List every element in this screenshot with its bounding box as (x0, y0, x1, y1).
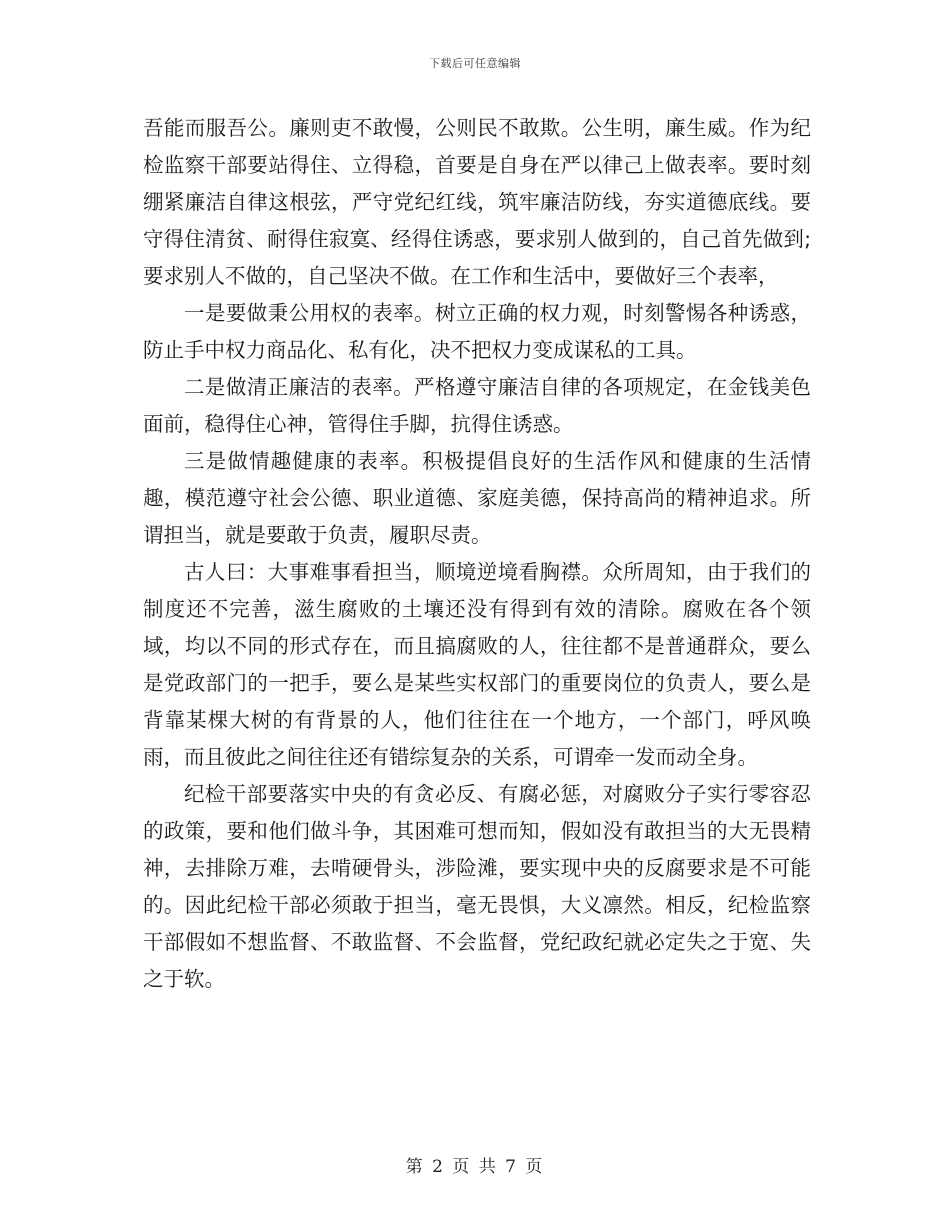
paragraph-4: 三是做情趣健康的表率。积极提倡良好的生活作风和健康的生活情趣，模范遵守社会公德、职业道德、家庭美德，保持高尚的精神追求。所谓担当，就是要敢于负责，履职尽责。 (143, 449, 811, 547)
paragraph-3: 二是做清正廉洁的表率。严格遵守廉洁自律的各项规定，在金钱美色面前，稳得住心神，管得住手脚，抗得住诱惑。 (143, 375, 811, 436)
paragraph-5: 古人曰：大事难事看担当，顺境逆境看胸襟。众所周知，由于我们的制度还不完善，滋生腐败的土壤还没有得到有效的清除。腐败在各个领域，均以不同的形式存在，而且搞腐败的人，往往都不是普通群众，要么是党政部门的一把手，要么是某些实权部门的重要岗位的负责人，要么是背靠某棵大树的有背景的人，他们往往在一个地方，一个部门，呼风唤雨，而且彼此之间往往还有错综复杂的关系，可谓牵一发而动全身。 (143, 560, 811, 769)
document-body (143, 110, 811, 998)
paragraph-6: 纪检干部要落实中央的有贪必反、有腐必惩，对腐败分子实行零容忍的政策，要和他们做斗争，其困难可想而知，假如没有敢担当的大无畏精神，去排除万难，去啃硬骨头，涉险滩，要实现中央的反腐要求是不可能的。因此纪检干部必须敢于担当，毫无畏惧，大义凛然。相反，纪检监察干部假如不想监督、不敢监督、不会监督，党纪政纪就必定失之于宽、失之于软。 (143, 782, 811, 991)
paragraph-1: 吾能而服吾公。廉则吏不敢慢，公则民不敢欺。公生明，廉生威。作为纪检监察干部要站得住、立得稳，首要是自身在严以律己上做表率。要时刻绷紧廉洁自律这根弦，严守党纪红线，筑牢廉洁防线，夯实道德底线。要守得住清贫、耐得住寂寞、经得住诱惑，要求别人做到的，自己首先做到;要求别人不做的，自己坚决不做。在工作和生活中，要做好三个表率， (143, 116, 811, 288)
page-number: 第 2 页 共 7 页 (405, 1157, 545, 1177)
page-header: 下载后可任意编辑 (429, 57, 521, 70)
paragraph-2: 一是要做秉公用权的表率。树立正确的权力观，时刻警惕各种诱惑，防止手中权力商品化、私有化，决不把权力变成谋私的工具。 (143, 301, 811, 362)
